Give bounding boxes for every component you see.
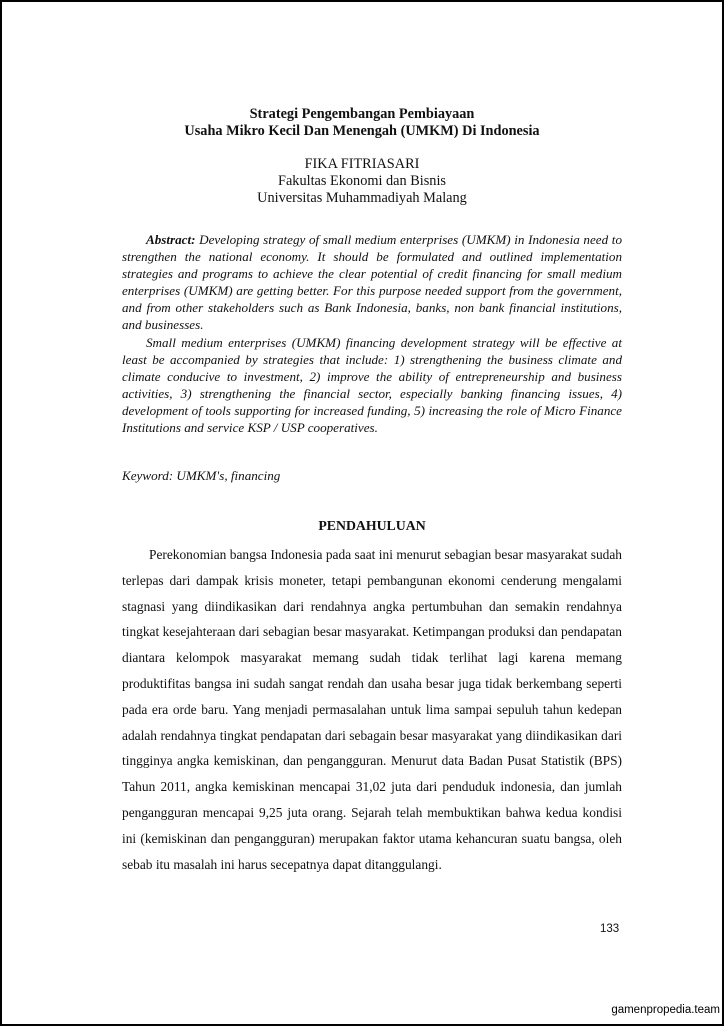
author-university: Universitas Muhammadiyah Malang — [257, 190, 467, 206]
page-number: 133 — [600, 923, 620, 935]
paper-title — [2, 106, 722, 140]
title-line-1: Strategi Pengembangan Pembiayaan — [249, 106, 475, 122]
section-heading: PENDAHULUAN — [318, 518, 426, 533]
abstract-text-1: Developing strategy of small medium enterprises (UMKM) in Indonesia need to strengthen the national economy. It should be formulated and outlined implementation strategies and programs to achieve the clear potential of credit financing for small medium enterprises (UMKM) are getting better. For this purpose needed support from the government, and from other stakeholders such as Bank Indonesia, banks, non bank financial institutions, and businesses. — [122, 232, 622, 333]
abstract — [122, 231, 622, 436]
body-paragraph: Perekonomian bangsa Indonesia pada saat ini menurut sebagian besar masyarakat sudah terlepas dari dampak krisis moneter, tetapi pembangunan ekonomi cenderung mengalami stagnasi yang diindikasikan dari rendahnya angka pertumbuhan dan semakin rendahnya tingkat kesejahteraan dari sebagian besar masyarakat. Ketimpangan produksi dan pendapatan diantara kelompok masyarakat memang sudah tidak terlihat lagi karena memang produktifitas bangsa ini sudah sangat rendah dan usaha besar juga tidak berkembang seperti pada era orde baru. Yang menjadi permasalahan untuk lima sampai sepuluh tahun kedepan adalah rendahnya tingkat pendapatan dari sebagain besar masyarakat yang diindikasikan dari tingginya angka kemiskinan, dan pengangguran. Menurut data Badan Pusat Statistik (BPS) Tahun 2011, angka kemiskinan mencapai 31,02 juta dari penduduk indonesia, dan jumlah pengangguran mencapai 9,25 juta orang. Sejarah telah membuktikan bahwa kedua kondisi ini (kemiskinan dan pengangguran) merupakan faktor utama kehancuran suatu bangsa, oleh sebab itu masalah ini harus secepatnya dapat ditanggulangi. — [122, 547, 622, 872]
watermark: gamenpropedia.team — [611, 1004, 720, 1016]
title-line-2: Usaha Mikro Kecil Dan Menengah (UMKM) Di Indonesia — [184, 123, 540, 139]
author-block — [2, 156, 722, 207]
body-text — [122, 542, 622, 877]
author-faculty: Fakultas Ekonomi dan Bisnis — [278, 173, 446, 189]
author-name: FIKA FITRIASARI — [304, 156, 420, 172]
abstract-label: Abstract: — [146, 232, 196, 247]
abstract-paragraph-1 — [122, 231, 622, 334]
abstract-paragraph-2: Small medium enterprises (UMKM) financing development strategy will be effective at least be accompanied by strategies that include: 1) strengthening the business climate and climate conducive to investment, 2) improve the ability of entrepreneurship and business activities, 3) strengthening the financial sector, especially banking financing issues, 4) development of tools supporting for increased funding, 5) increasing the role of Micro Finance Institutions and service KSP / USP cooperatives. — [122, 334, 622, 436]
keywords: Keyword: UMKM's, financing — [122, 468, 281, 483]
